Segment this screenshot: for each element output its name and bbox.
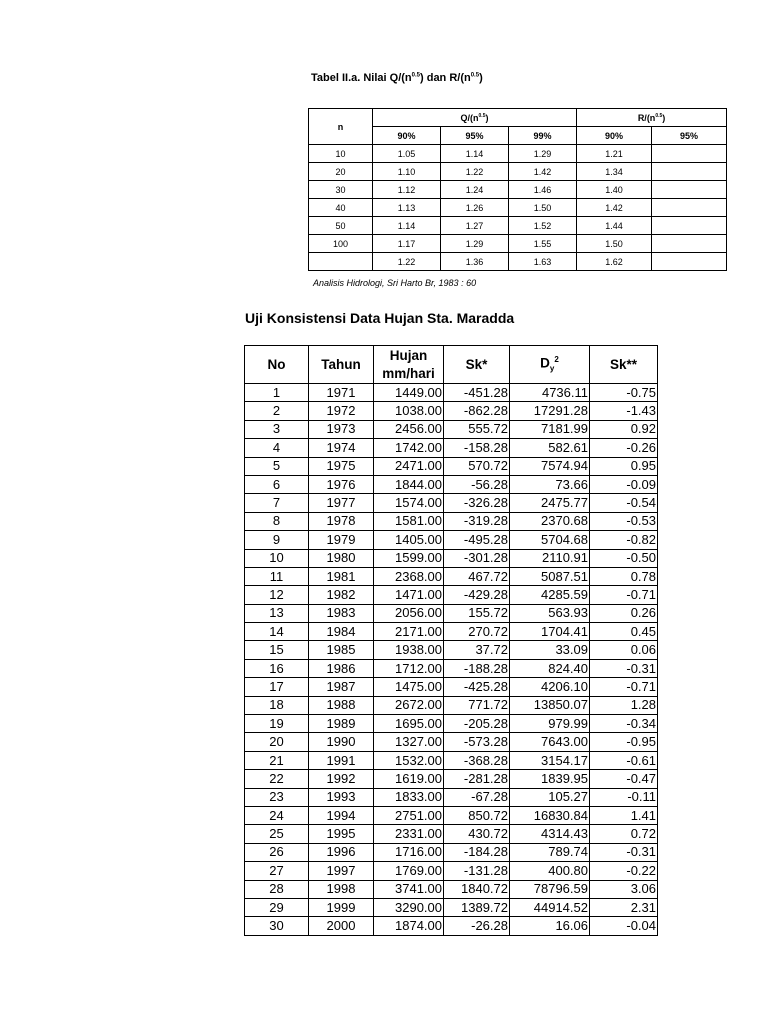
- hujan-cell: 1833.00: [374, 788, 444, 806]
- table1-value-cell: 1.50: [577, 235, 652, 253]
- table1-value-cell: 1.40: [577, 181, 652, 199]
- hujan-cell: 2751.00: [374, 806, 444, 824]
- r-group-header: $R/(n^{0.5})$: [577, 109, 727, 127]
- sk-cell: -26.28: [444, 917, 510, 935]
- table2-row: [245, 788, 658, 806]
- hujan-cell: 2171.00: [374, 623, 444, 641]
- table1: [308, 108, 727, 271]
- table2-row: [245, 623, 658, 641]
- sk2-cell: 0.45: [590, 623, 658, 641]
- table1-row: [309, 217, 727, 235]
- table1-value-cell: 1.42: [577, 199, 652, 217]
- table2-row: [245, 402, 658, 420]
- table1-value-cell: [652, 199, 727, 217]
- sk-cell: -451.28: [444, 384, 510, 402]
- sk-cell: -368.28: [444, 751, 510, 769]
- table2: [244, 345, 658, 936]
- dy-cell: 16830.84: [510, 806, 590, 824]
- tahun-cell: 1972: [309, 402, 374, 420]
- tahun-cell: 1993: [309, 788, 374, 806]
- sk2-cell: 3.06: [590, 880, 658, 898]
- table2-row: [245, 604, 658, 622]
- tahun-cell: 1977: [309, 494, 374, 512]
- sk2-cell: -0.61: [590, 751, 658, 769]
- sk2-cell: -0.22: [590, 862, 658, 880]
- sk2-cell: -0.04: [590, 917, 658, 935]
- dy-cell: 44914.52: [510, 898, 590, 916]
- table2-row: [245, 512, 658, 530]
- tahun-cell: 1980: [309, 549, 374, 567]
- sk-cell: -573.28: [444, 733, 510, 751]
- table1-value-cell: 1.44: [577, 217, 652, 235]
- table1-value-cell: 1.10: [373, 163, 441, 181]
- sk-cell: -56.28: [444, 475, 510, 493]
- table1-n-cell: 20: [309, 163, 373, 181]
- table1-row: [309, 163, 727, 181]
- hujan-cell: 1475.00: [374, 678, 444, 696]
- sk2-cell: 0.95: [590, 457, 658, 475]
- sk-cell: 555.72: [444, 420, 510, 438]
- table2-row: [245, 439, 658, 457]
- dy-cell: 16.06: [510, 917, 590, 935]
- table2-header-row: [245, 346, 658, 384]
- dy-cell: 2110.91: [510, 549, 590, 567]
- sk2-cell: -0.53: [590, 512, 658, 530]
- no-cell: 23: [245, 788, 309, 806]
- table1-value-cell: 1.62: [577, 253, 652, 271]
- dy-cell: 2475.77: [510, 494, 590, 512]
- sk-cell: 270.72: [444, 623, 510, 641]
- no-cell: 27: [245, 862, 309, 880]
- sk2-cell: 0.78: [590, 567, 658, 585]
- table1-value-cell: 1.12: [373, 181, 441, 199]
- sk2-cell: 1.28: [590, 696, 658, 714]
- dy-cell: 563.93: [510, 604, 590, 622]
- no-cell: 2: [245, 402, 309, 420]
- dy-cell: 4206.10: [510, 678, 590, 696]
- table1-value-cell: 1.13: [373, 199, 441, 217]
- tahun-cell: 1979: [309, 531, 374, 549]
- sk-cell: 37.72: [444, 641, 510, 659]
- no-cell: 13: [245, 604, 309, 622]
- table1-n-cell: 100: [309, 235, 373, 253]
- no-cell: 26: [245, 843, 309, 861]
- no-cell: 24: [245, 806, 309, 824]
- sk-cell: -425.28: [444, 678, 510, 696]
- sk2-cell: -0.82: [590, 531, 658, 549]
- table2-row: [245, 696, 658, 714]
- dy-cell: 3154.17: [510, 751, 590, 769]
- dy-cell: 17291.28: [510, 402, 590, 420]
- dy-cell: 1839.95: [510, 770, 590, 788]
- sk2-cell: -0.75: [590, 384, 658, 402]
- table2-container: [244, 345, 657, 936]
- dy-cell: 789.74: [510, 843, 590, 861]
- table1-value-cell: 1.26: [441, 199, 509, 217]
- sk2-cell: 0.72: [590, 825, 658, 843]
- table1-value-cell: 1.21: [577, 145, 652, 163]
- table1-value-cell: [652, 253, 727, 271]
- sk-cell: 467.72: [444, 567, 510, 585]
- table1-value-cell: 1.14: [373, 217, 441, 235]
- hujan-cell: 3290.00: [374, 898, 444, 916]
- table1-row: [309, 145, 727, 163]
- tahun-cell: 1985: [309, 641, 374, 659]
- no-cell: 20: [245, 733, 309, 751]
- hujan-cell: 1327.00: [374, 733, 444, 751]
- table2-row: [245, 751, 658, 769]
- table1-value-cell: [652, 163, 727, 181]
- sk-cell: -188.28: [444, 659, 510, 677]
- hujan-cell: 1716.00: [374, 843, 444, 861]
- hujan-cell: 2368.00: [374, 567, 444, 585]
- hujan-cell: 1712.00: [374, 659, 444, 677]
- table2-row: [245, 880, 658, 898]
- tahun-cell: 1975: [309, 457, 374, 475]
- no-cell: 15: [245, 641, 309, 659]
- dy-cell: 78796.59: [510, 880, 590, 898]
- sk2-cell: -0.50: [590, 549, 658, 567]
- dy-cell: 4314.43: [510, 825, 590, 843]
- sk2-cell: -0.47: [590, 770, 658, 788]
- sk-cell: 430.72: [444, 825, 510, 843]
- no-cell: 21: [245, 751, 309, 769]
- hujan-cell: 2331.00: [374, 825, 444, 843]
- sk2-cell: -0.71: [590, 678, 658, 696]
- tahun-cell: 1973: [309, 420, 374, 438]
- hujan-cell: 1619.00: [374, 770, 444, 788]
- no-cell: 10: [245, 549, 309, 567]
- dy-cell: 5704.68: [510, 531, 590, 549]
- table1-row: [309, 235, 727, 253]
- no-cell: 19: [245, 715, 309, 733]
- hujan-cell: 1742.00: [374, 439, 444, 457]
- sk-header: Sk*: [444, 346, 510, 384]
- hujan-cell: 1471.00: [374, 586, 444, 604]
- table2-row: [245, 917, 658, 935]
- sk-cell: 1389.72: [444, 898, 510, 916]
- tahun-cell: 1982: [309, 586, 374, 604]
- tahun-cell: 1988: [309, 696, 374, 714]
- tahun-cell: 1998: [309, 880, 374, 898]
- sk2-cell: -0.34: [590, 715, 658, 733]
- table1-value-cell: 1.55: [509, 235, 577, 253]
- table1-value-cell: 1.29: [509, 145, 577, 163]
- sk2-cell: -0.54: [590, 494, 658, 512]
- hujan-cell: 1038.00: [374, 402, 444, 420]
- sk-cell: -158.28: [444, 439, 510, 457]
- table1-value-cell: [652, 181, 727, 199]
- no-cell: 7: [245, 494, 309, 512]
- no-cell: 17: [245, 678, 309, 696]
- dy-cell: 105.27: [510, 788, 590, 806]
- table2-row: [245, 715, 658, 733]
- table1-value-cell: 1.36: [441, 253, 509, 271]
- table1-value-cell: 1.22: [441, 163, 509, 181]
- table1-value-cell: 1.46: [509, 181, 577, 199]
- sk-cell: 570.72: [444, 457, 510, 475]
- dy-cell: 1704.41: [510, 623, 590, 641]
- table2-title: Uji Konsistensi Data Hujan Sta. Maradda: [245, 310, 515, 326]
- tahun-cell: 1996: [309, 843, 374, 861]
- tahun-cell: 1978: [309, 512, 374, 530]
- no-cell: 12: [245, 586, 309, 604]
- hujan-cell: 1599.00: [374, 549, 444, 567]
- table1-value-cell: [652, 145, 727, 163]
- hujan-cell: 2456.00: [374, 420, 444, 438]
- table1-value-cell: 1.50: [509, 199, 577, 217]
- table2-row: [245, 475, 658, 493]
- percent-header: 90%: [373, 127, 441, 145]
- hujan-cell: 2672.00: [374, 696, 444, 714]
- hujan-cell: 1695.00: [374, 715, 444, 733]
- dy-cell: 5087.51: [510, 567, 590, 585]
- no-cell: 11: [245, 567, 309, 585]
- table2-row: [245, 494, 658, 512]
- dy-cell: 7574.94: [510, 457, 590, 475]
- percent-header: 95%: [441, 127, 509, 145]
- dy-cell: 7181.99: [510, 420, 590, 438]
- dy-cell: 582.61: [510, 439, 590, 457]
- tahun-cell: 1987: [309, 678, 374, 696]
- table1-row: [309, 199, 727, 217]
- no-cell: 16: [245, 659, 309, 677]
- table1-value-cell: 1.52: [509, 217, 577, 235]
- hujan-cell: 3741.00: [374, 880, 444, 898]
- no-cell: 28: [245, 880, 309, 898]
- sk-cell: -319.28: [444, 512, 510, 530]
- table2-row: [245, 457, 658, 475]
- sk2-cell: -0.31: [590, 659, 658, 677]
- table1-value-cell: 1.17: [373, 235, 441, 253]
- table1-value-cell: [652, 235, 727, 253]
- sk2-cell: 0.92: [590, 420, 658, 438]
- sk2-cell: -0.31: [590, 843, 658, 861]
- table2-row: [245, 531, 658, 549]
- sk-cell: -131.28: [444, 862, 510, 880]
- table2-row: [245, 678, 658, 696]
- table1-value-cell: 1.05: [373, 145, 441, 163]
- hujan-cell: 2471.00: [374, 457, 444, 475]
- sk-cell: 1840.72: [444, 880, 510, 898]
- sk2-cell: -0.95: [590, 733, 658, 751]
- table1-value-cell: 1.63: [509, 253, 577, 271]
- percent-header: 90%: [577, 127, 652, 145]
- sk2-cell: 2.31: [590, 898, 658, 916]
- sk2-cell: 1.41: [590, 806, 658, 824]
- table1-value-cell: 1.29: [441, 235, 509, 253]
- table1-value-cell: 1.24: [441, 181, 509, 199]
- no-header: No: [245, 346, 309, 384]
- tahun-cell: 1992: [309, 770, 374, 788]
- sk-cell: -326.28: [444, 494, 510, 512]
- tahun-cell: 1976: [309, 475, 374, 493]
- tahun-cell: 1995: [309, 825, 374, 843]
- dy-cell: 4736.11: [510, 384, 590, 402]
- no-cell: 3: [245, 420, 309, 438]
- sk-cell: -495.28: [444, 531, 510, 549]
- hujan-cell: 1581.00: [374, 512, 444, 530]
- no-cell: 29: [245, 898, 309, 916]
- table1-source: Analisis Hidrologi, Sri Harto Br, 1983 : 60: [313, 278, 477, 288]
- sk-cell: -862.28: [444, 402, 510, 420]
- sk-cell: -301.28: [444, 549, 510, 567]
- dy-cell: 979.99: [510, 715, 590, 733]
- no-cell: 25: [245, 825, 309, 843]
- hujan-cell: 1405.00: [374, 531, 444, 549]
- table1-value-cell: 1.14: [441, 145, 509, 163]
- sk-cell: -184.28: [444, 843, 510, 861]
- no-cell: 1: [245, 384, 309, 402]
- sk2-cell: 0.06: [590, 641, 658, 659]
- tahun-cell: 1981: [309, 567, 374, 585]
- table2-row: [245, 586, 658, 604]
- no-cell: 30: [245, 917, 309, 935]
- table2-row: [245, 806, 658, 824]
- no-cell: 9: [245, 531, 309, 549]
- tahun-cell: 1997: [309, 862, 374, 880]
- dy-cell: 7643.00: [510, 733, 590, 751]
- hujan-header: Hujan mm/hari: [374, 346, 444, 384]
- dy-header: $D_y^2$: [510, 346, 590, 384]
- hujan-cell: 1574.00: [374, 494, 444, 512]
- dy-cell: 824.40: [510, 659, 590, 677]
- tahun-cell: 1999: [309, 898, 374, 916]
- table1-value-cell: [652, 217, 727, 235]
- tahun-cell: 1971: [309, 384, 374, 402]
- sk-cell: -429.28: [444, 586, 510, 604]
- table1-n-cell: 40: [309, 199, 373, 217]
- n-header: n: [309, 109, 373, 145]
- no-cell: 14: [245, 623, 309, 641]
- sk2-cell: -1.43: [590, 402, 658, 420]
- sk-cell: 771.72: [444, 696, 510, 714]
- sk-cell: -281.28: [444, 770, 510, 788]
- hujan-cell: 1769.00: [374, 862, 444, 880]
- sk2-cell: -0.11: [590, 788, 658, 806]
- table2-row: [245, 420, 658, 438]
- no-cell: 22: [245, 770, 309, 788]
- table2-row: [245, 641, 658, 659]
- table1-n-cell: 30: [309, 181, 373, 199]
- table1-header-row: [309, 109, 727, 127]
- hujan-cell: 1449.00: [374, 384, 444, 402]
- table1-value-cell: 1.22: [373, 253, 441, 271]
- no-cell: 5: [245, 457, 309, 475]
- table1-row: [309, 181, 727, 199]
- hujan-cell: 1938.00: [374, 641, 444, 659]
- dy-cell: 4285.59: [510, 586, 590, 604]
- table1-n-cell: 50: [309, 217, 373, 235]
- table1-title: Tabel II.a. Nilai $Q/(n^{0.5})$ dan $R/(n^{0.5})$: [311, 72, 483, 84]
- no-cell: 18: [245, 696, 309, 714]
- percent-header: 99%: [509, 127, 577, 145]
- no-cell: 6: [245, 475, 309, 493]
- sk-cell: 155.72: [444, 604, 510, 622]
- hujan-cell: 2056.00: [374, 604, 444, 622]
- no-cell: 4: [245, 439, 309, 457]
- table1-row: [309, 253, 727, 271]
- tahun-cell: 2000: [309, 917, 374, 935]
- tahun-cell: 1994: [309, 806, 374, 824]
- tahun-cell: 1991: [309, 751, 374, 769]
- dy-cell: 33.09: [510, 641, 590, 659]
- table2-row: [245, 770, 658, 788]
- table1-value-cell: 1.27: [441, 217, 509, 235]
- tahun-cell: 1990: [309, 733, 374, 751]
- q-group-header: $Q/(n^{0.5})$: [373, 109, 577, 127]
- hujan-cell: 1874.00: [374, 917, 444, 935]
- tahun-cell: 1983: [309, 604, 374, 622]
- table2-row: [245, 862, 658, 880]
- table2-row: [245, 898, 658, 916]
- hujan-cell: 1844.00: [374, 475, 444, 493]
- table2-row: [245, 733, 658, 751]
- tahun-cell: 1974: [309, 439, 374, 457]
- table1-container: [308, 108, 699, 271]
- percent-header: 95%: [652, 127, 727, 145]
- table2-row: [245, 567, 658, 585]
- table1-n-cell: 10: [309, 145, 373, 163]
- table2-row: [245, 843, 658, 861]
- tahun-cell: 1984: [309, 623, 374, 641]
- no-cell: 8: [245, 512, 309, 530]
- sk2-cell: -0.26: [590, 439, 658, 457]
- sk2-header: Sk**: [590, 346, 658, 384]
- table1-value-cell: 1.42: [509, 163, 577, 181]
- dy-cell: 400.80: [510, 862, 590, 880]
- table2-row: [245, 384, 658, 402]
- sk2-cell: -0.71: [590, 586, 658, 604]
- table2-row: [245, 825, 658, 843]
- hujan-cell: 1532.00: [374, 751, 444, 769]
- sk2-cell: 0.26: [590, 604, 658, 622]
- sk-cell: -205.28: [444, 715, 510, 733]
- dy-cell: 13850.07: [510, 696, 590, 714]
- tahun-cell: 1986: [309, 659, 374, 677]
- table2-row: [245, 549, 658, 567]
- table1-value-cell: 1.34: [577, 163, 652, 181]
- table1-n-cell: [309, 253, 373, 271]
- tahun-cell: 1989: [309, 715, 374, 733]
- sk2-cell: -0.09: [590, 475, 658, 493]
- sk-cell: -67.28: [444, 788, 510, 806]
- tahun-header: Tahun: [309, 346, 374, 384]
- dy-cell: 73.66: [510, 475, 590, 493]
- table2-row: [245, 659, 658, 677]
- dy-cell: 2370.68: [510, 512, 590, 530]
- sk-cell: 850.72: [444, 806, 510, 824]
